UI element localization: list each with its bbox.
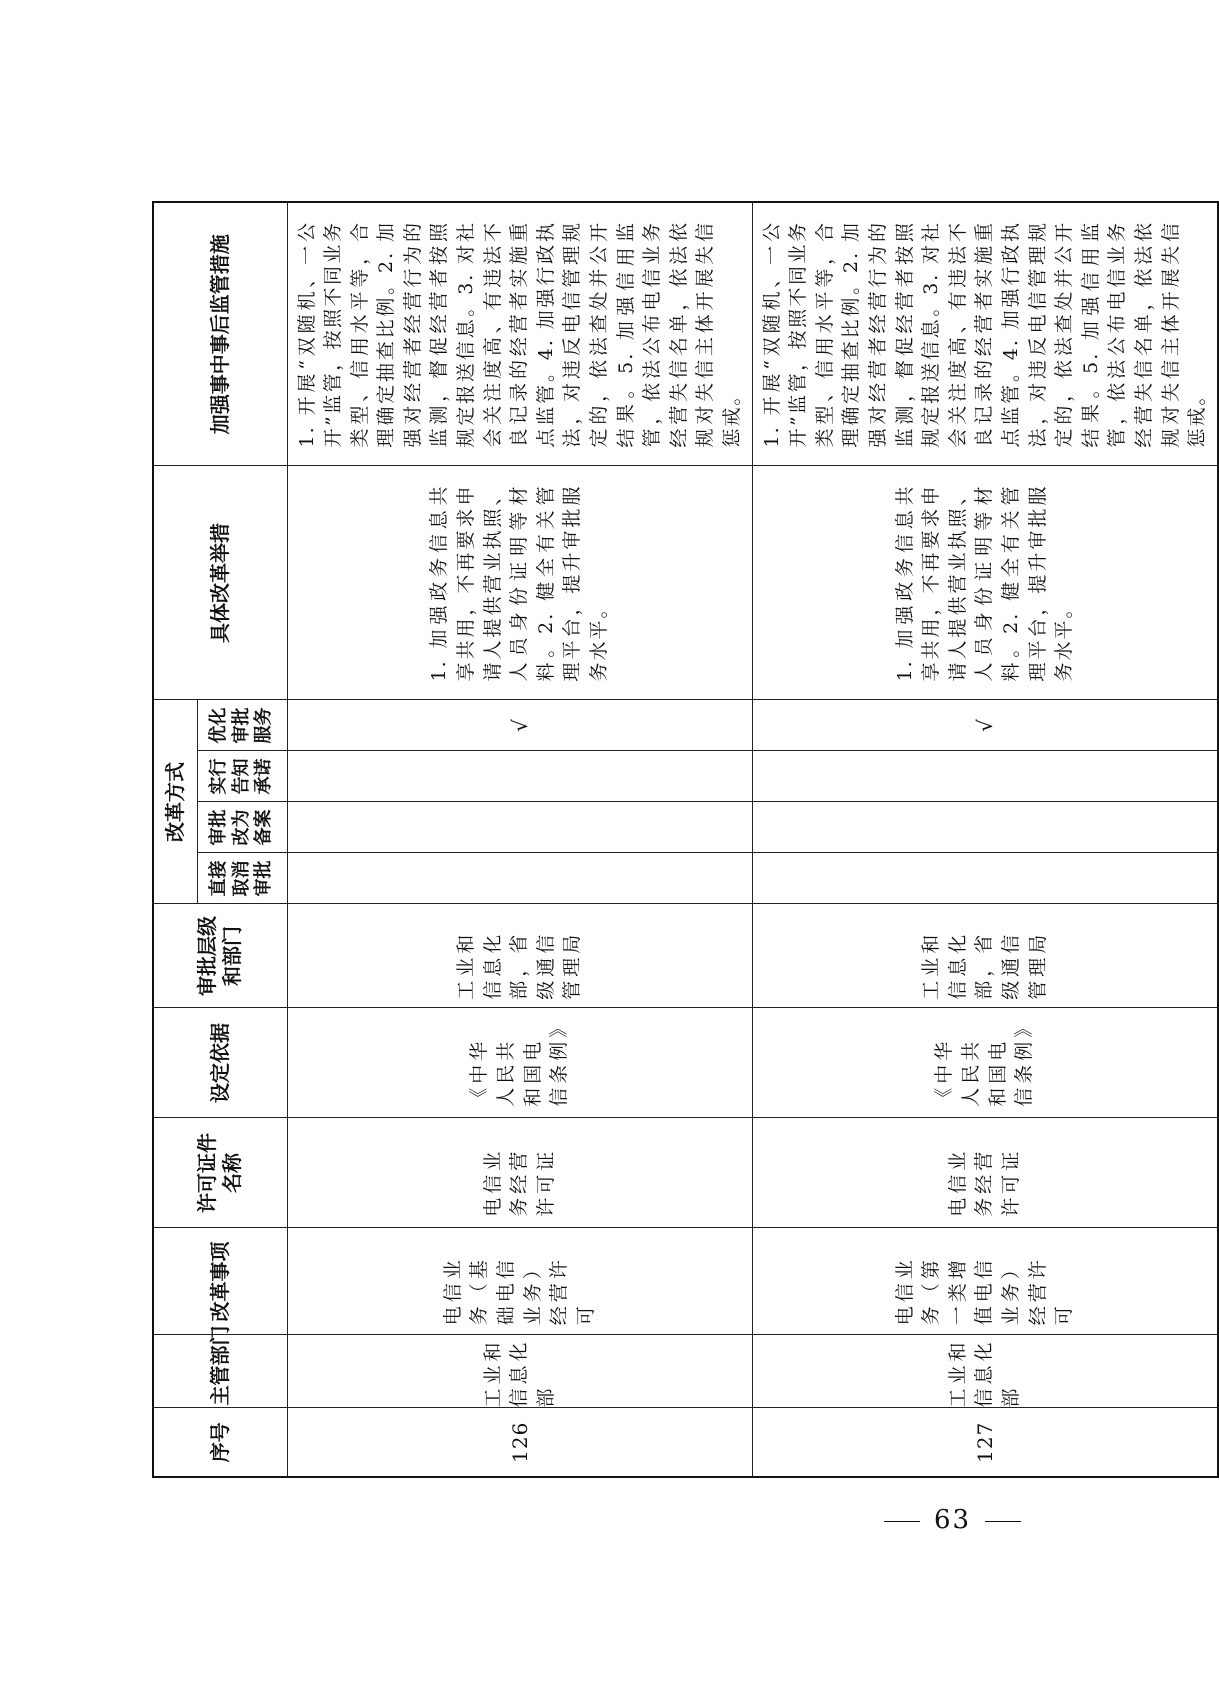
cell-optimize-check: √ xyxy=(287,700,752,751)
page-number xyxy=(870,1505,1035,1535)
header-promise: 实行告知承诺 xyxy=(197,751,287,802)
cell-dept: 工业和信息化部 xyxy=(287,1335,752,1408)
cell-basis: 《中华人民共和国电信条例》 xyxy=(287,1008,752,1118)
cell-basis: 《中华人民共和国电信条例》 xyxy=(752,1008,1218,1118)
header-reform-group: 改革方式 xyxy=(153,700,197,904)
cell-supervision: 1. 开展“双随机、一公开”监管，按照不同业务类型、信用水平等，合理确定抽查比例。2. 加强对经营者经营行为的监测，督促经营者按照规定报送信息。3. 对社会关注度高、有违法不良记录的经营者实施重点监管。4. 加强行政执法，对违反电信管理规定的，依法查处并公开结果。5. 加强信用监管，依法公布电信业务经营失信名单，依法依规对失信主体开展失信惩戒。 xyxy=(752,202,1218,466)
page-number-value: 63 xyxy=(934,1505,972,1535)
header-item: 改革事项 xyxy=(153,1228,287,1335)
header-basis: 设定依据 xyxy=(153,1008,287,1118)
cell-license: 电信业务经营许可证 xyxy=(287,1118,752,1228)
cell-supervision: 1. 开展“双随机、一公开”监管，按照不同业务类型、信用水平等，合理确定抽查比例。2. 加强对经营者经营行为的监测，督促经营者按照规定报送信息。3. 对社会关注度高、有违法不良记录的经营者实施重点监管。4. 加强行政执法，对违反电信管理规定的，依法查处并公开结果。5. 加强信用监管，依法公布电信业务经营失信名单，依法依规对失信主体开展失信惩戒。 xyxy=(287,202,752,466)
cell-seq: 127 xyxy=(752,1408,1218,1477)
cell-optimize-check: √ xyxy=(752,700,1218,751)
header-supervision: 加强事中事后监管措施 xyxy=(153,202,287,466)
cell-item: 电信业务（基础电信业务）经营许可 xyxy=(287,1228,752,1335)
cell-promise xyxy=(752,751,1218,802)
cell-measures: 1. 加强政务信息共享共用，不再要求申请人提供营业执照、人员身份证明等材料。2. 健全有关管理平台，提升审批服务水平。 xyxy=(752,466,1218,700)
cell-promise xyxy=(287,751,752,802)
table-row xyxy=(287,202,752,1477)
cell-level: 工业和信息化部，省级通信管理局 xyxy=(752,904,1218,1008)
header-license: 许可证件名称 xyxy=(153,1118,287,1228)
header-level: 审批层级和部门 xyxy=(153,904,287,1008)
header-row-top xyxy=(153,202,197,1477)
table-row xyxy=(752,202,1218,1477)
cell-license: 电信业务经营许可证 xyxy=(752,1118,1218,1228)
header-measures: 具体改革举措 xyxy=(153,466,287,700)
dash-right xyxy=(985,1521,1021,1522)
cell-cancel xyxy=(752,853,1218,904)
header-cancel: 直接取消审批 xyxy=(197,853,287,904)
cell-filing xyxy=(287,802,752,853)
cell-seq: 126 xyxy=(287,1408,752,1477)
header-seq: 序号 xyxy=(153,1408,287,1477)
cell-measures: 1. 加强政务信息共享共用，不再要求申请人提供营业执照、人员身份证明等材料。2. 健全有关管理平台，提升审批服务水平。 xyxy=(287,466,752,700)
dash-left xyxy=(884,1521,920,1522)
cell-level: 工业和信息化部，省级通信管理局 xyxy=(287,904,752,1008)
reform-table xyxy=(152,201,1219,1478)
header-optimize: 优化审批服务 xyxy=(197,700,287,751)
cell-item: 电信业务（第一类增值电信业务）经营许可 xyxy=(752,1228,1218,1335)
header-dept: 主管部门 xyxy=(153,1335,287,1408)
cell-cancel xyxy=(287,853,752,904)
cell-filing xyxy=(752,802,1218,853)
cell-dept: 工业和信息化部 xyxy=(752,1335,1218,1408)
rotated-table-wrapper xyxy=(152,203,1209,1478)
header-filing: 审批改为备案 xyxy=(197,802,287,853)
